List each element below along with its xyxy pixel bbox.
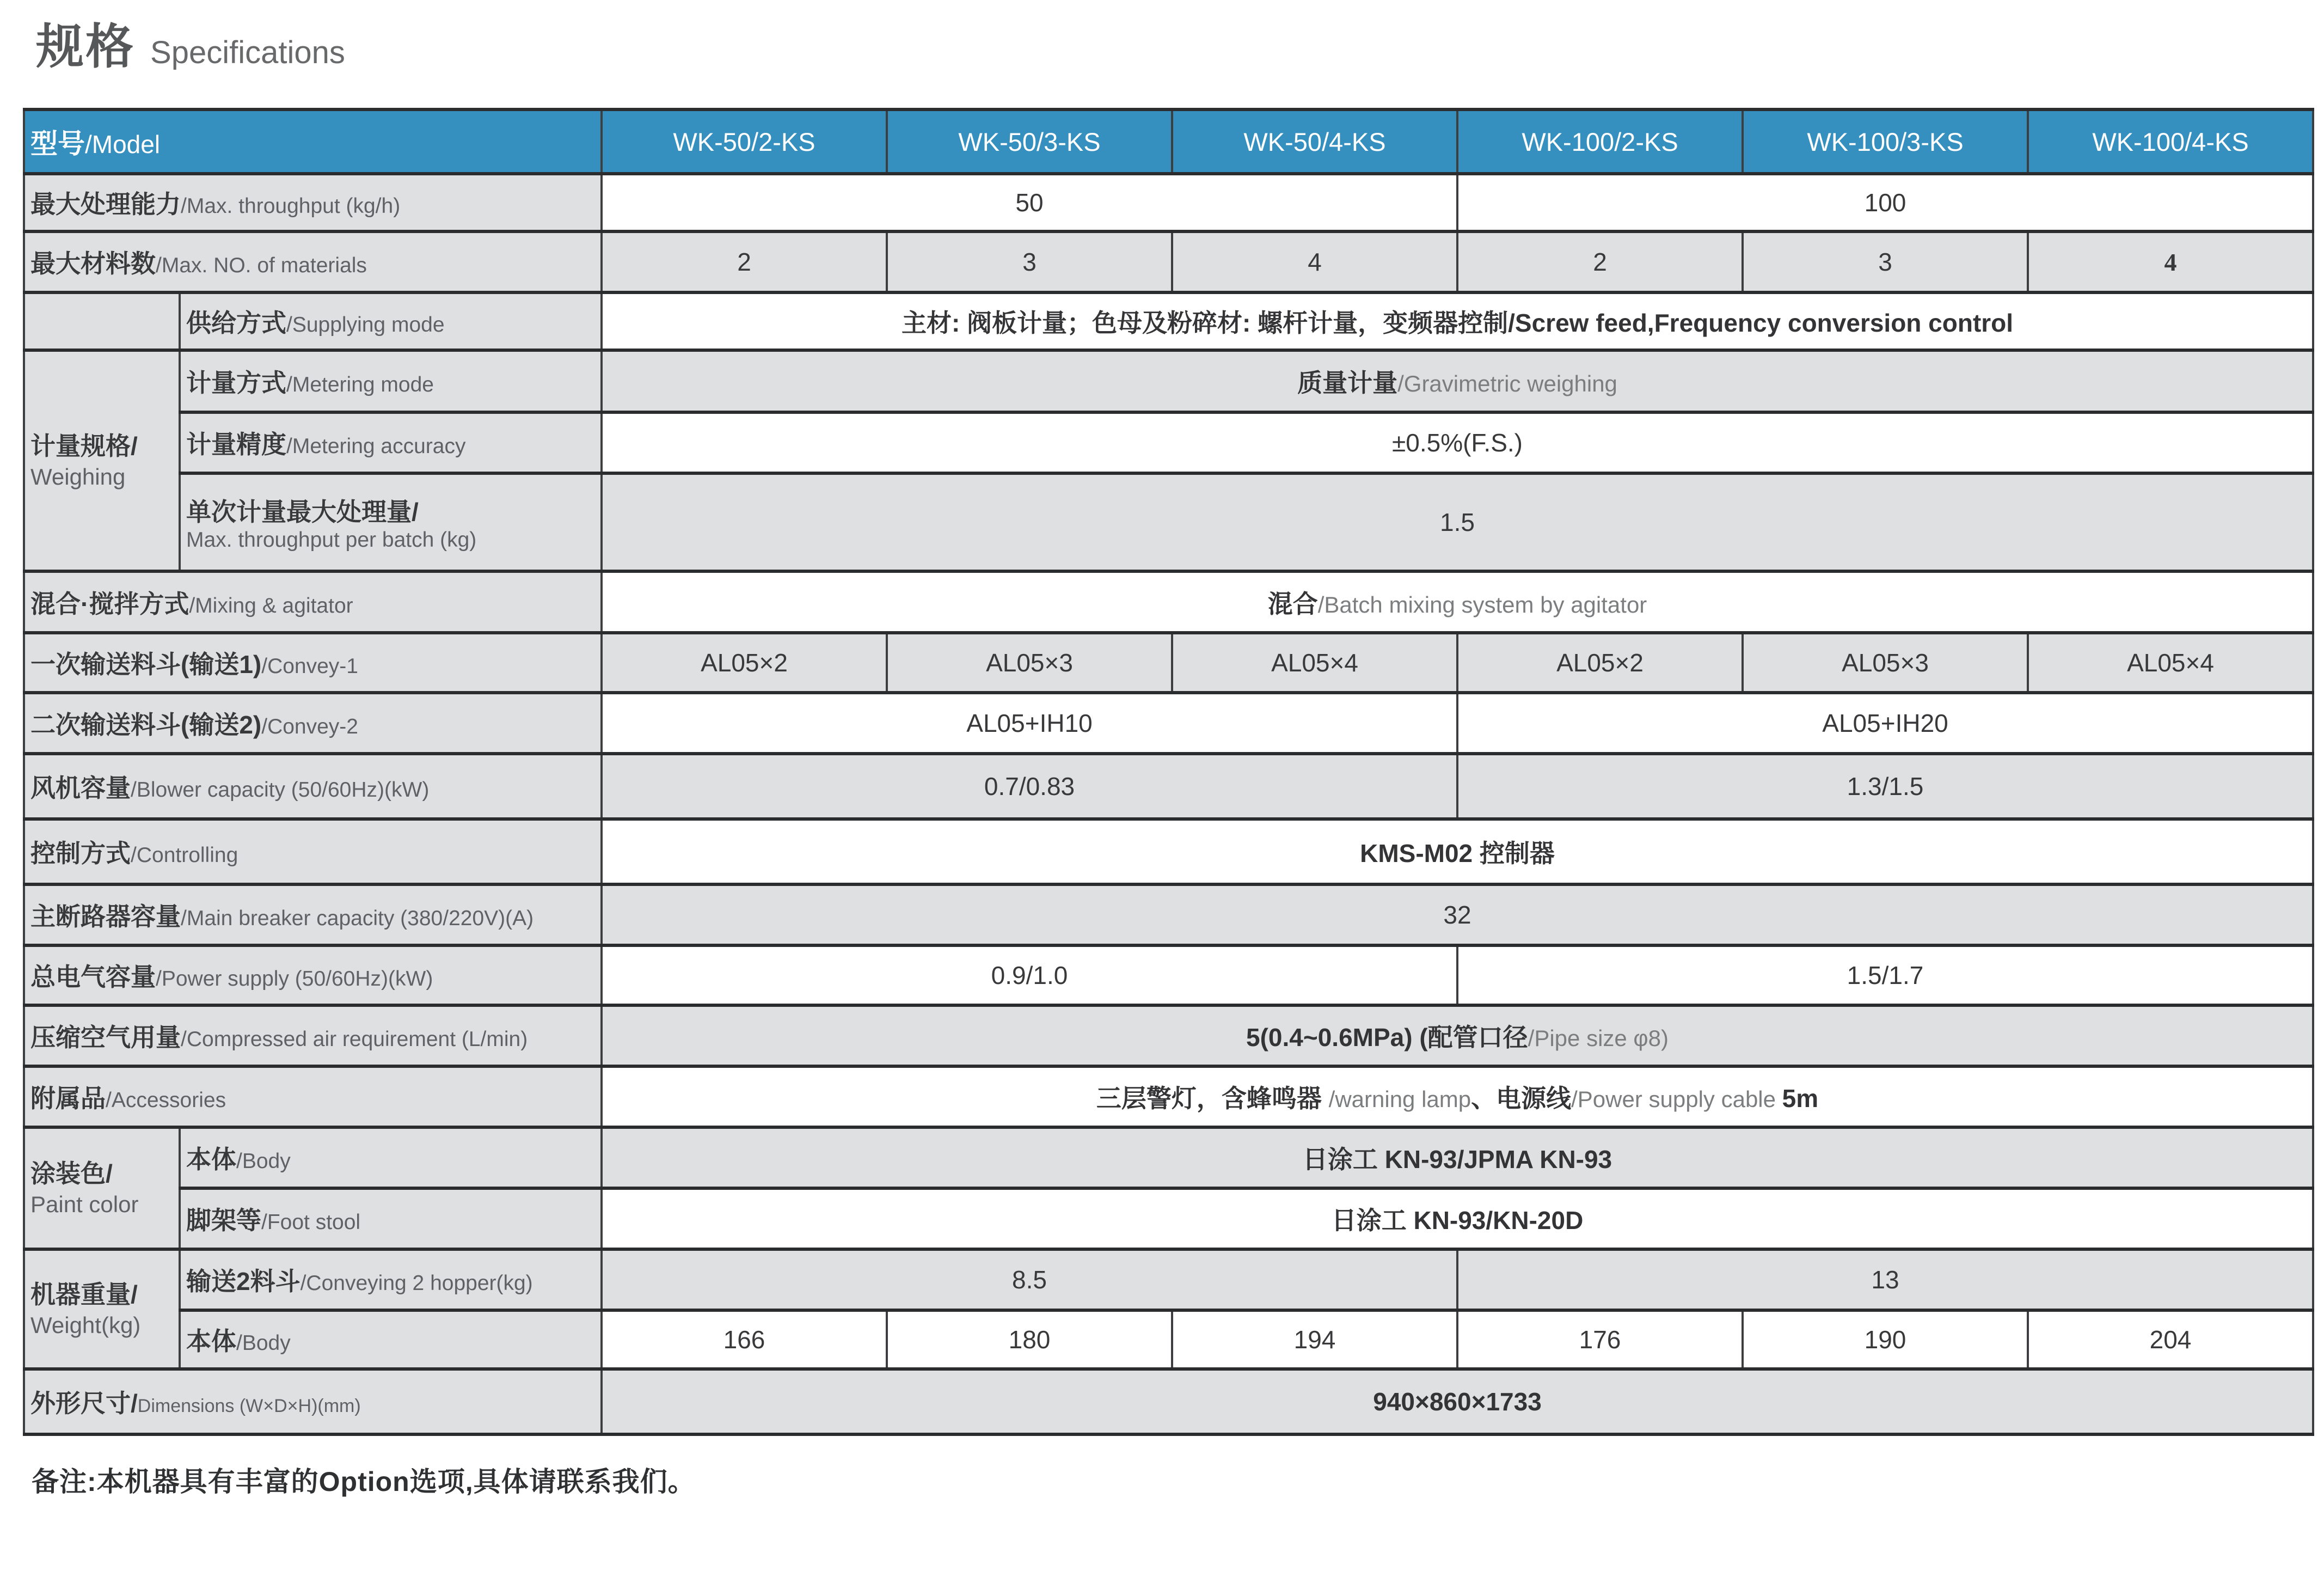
body-weight-5: 190: [1864, 1325, 1906, 1354]
air-zh: 5(0.4~0.6MPa) (配管口径: [1246, 1023, 1528, 1052]
materials-1: 2: [737, 248, 751, 276]
header-model-1: WK-50/2-KS: [602, 109, 887, 174]
blower-value-100: [1457, 754, 2313, 819]
row-supplying-label: [180, 292, 602, 350]
weight-group-label: [24, 1249, 180, 1369]
row-hopper-weight-label-en: /Conveying 2 hopper(kg): [300, 1272, 533, 1295]
row-foot-stool-label-en: /Foot stool: [261, 1211, 361, 1234]
materials-value-6: [2028, 231, 2313, 292]
convey2-value-100: [1457, 693, 2313, 754]
convey1-value-1: [602, 633, 887, 693]
convey1-4: AL05×2: [1556, 649, 1644, 677]
materials-3: 4: [1308, 248, 1322, 276]
hopper-weight-value-50: [602, 1249, 1457, 1310]
row-power-label-zh: 总电气容量: [30, 963, 156, 991]
row-convey1-label: [24, 633, 602, 693]
body-weight-2: 180: [1008, 1325, 1051, 1354]
row-air-label-zh: 压缩空气用量: [30, 1023, 181, 1052]
row-batch-label-en: Max. throughput per batch (kg): [186, 528, 477, 552]
header-model-4: WK-100/2-KS: [1457, 109, 1743, 174]
row-breaker-label: [24, 884, 602, 945]
page-title: [36, 9, 2324, 77]
row-accessories-label-en: /Accessories: [106, 1089, 226, 1112]
controlling-text: KMS-M02 控制器: [1360, 839, 1555, 867]
breaker-text: 32: [1443, 901, 1471, 929]
row-breaker-label-en: /Main breaker capacity (380/220V)(A): [181, 907, 534, 930]
materials-value-4: [1457, 231, 1743, 292]
air-en: /Pipe size φ8): [1528, 1025, 1669, 1051]
row-power-label: [24, 945, 602, 1005]
row-controlling-label-zh: 控制方式: [30, 839, 131, 867]
row-dimensions: [24, 1369, 2313, 1434]
row-materials-label-en: /Max. NO. of materials: [156, 254, 367, 277]
page-title-en: Specifications: [150, 35, 345, 70]
row-hopper-weight-label-zh: 输送2料斗: [186, 1267, 301, 1295]
dimensions-text: 940×860×1733: [1373, 1387, 1542, 1416]
row-body-weight-label-zh: 本体: [186, 1327, 236, 1355]
convey1-2: AL05×3: [986, 649, 1073, 677]
row-hopper-weight: [24, 1249, 2313, 1310]
throughput-50: 50: [1015, 188, 1044, 217]
row-throughput-label-zh: 最大处理能力: [30, 190, 181, 218]
foot-stool-value: [602, 1188, 2313, 1249]
row-accuracy-label-zh: 计量精度: [186, 430, 286, 459]
footer-note: 备注:本机器具有丰富的Option选项,具体请联系我们。: [32, 1466, 696, 1497]
row-convey1-label-zh: 一次输送料斗(输送1): [30, 650, 262, 678]
accessories-seg3: 、电源线: [1471, 1084, 1572, 1112]
convey1-1: AL05×2: [701, 649, 788, 677]
row-materials-label-zh: 最大材料数: [30, 249, 156, 278]
body-weight-value-6: [2028, 1310, 2313, 1369]
row-convey1-label-en: /Convey-1: [261, 655, 358, 678]
batch-value: [602, 473, 2313, 571]
row-blower-label-en: /Blower capacity (50/60Hz)(kW): [131, 778, 430, 802]
accessories-seg5: 5m: [1782, 1084, 1819, 1112]
breaker-value: [602, 884, 2313, 945]
weighing-group-spacer: [24, 292, 180, 350]
blower-value-50: [602, 754, 1457, 819]
row-foot-stool-label: [180, 1188, 602, 1249]
accessories-seg1: 三层警灯，含蜂鸣器: [1096, 1084, 1329, 1112]
convey1-value-6: [2028, 633, 2313, 693]
metering-zh: 质量计量: [1297, 369, 1398, 397]
mixing-zh: 混合: [1267, 589, 1318, 618]
blower-100: 1.3/1.5: [1847, 772, 1924, 800]
materials-2: 3: [1022, 248, 1037, 276]
row-convey2: [24, 693, 2313, 754]
header-model-2: WK-50/3-KS: [887, 109, 1172, 174]
paint-body-value: [602, 1127, 2313, 1188]
row-hopper-weight-label: [180, 1249, 602, 1310]
row-breaker: [24, 884, 2313, 945]
body-weight-value-2: [887, 1310, 1172, 1369]
row-paint-body-label: [180, 1127, 602, 1188]
convey1-3: AL05×4: [1271, 649, 1358, 677]
row-materials-label: [24, 231, 602, 292]
materials-value-3: [1172, 231, 1457, 292]
row-supplying-label-en: /Supplying mode: [286, 313, 445, 337]
row-supplying: [24, 292, 2313, 350]
row-throughput: [24, 174, 2313, 231]
row-mixing-label-en: /Mixing & agitator: [189, 594, 353, 618]
body-weight-1: 166: [723, 1325, 765, 1354]
materials-4: 2: [1593, 248, 1607, 276]
accessories-seg2: /warning lamp: [1328, 1086, 1471, 1112]
power-value-100: [1457, 945, 2313, 1005]
row-accuracy: [24, 412, 2313, 473]
row-foot-stool: [24, 1188, 2313, 1249]
controlling-value: [602, 819, 2313, 884]
row-controlling-label-en: /Controlling: [131, 843, 238, 867]
row-dimensions-label: [24, 1369, 602, 1434]
foot-stool-text: 日涂工 KN-93/KN-20D: [1331, 1206, 1584, 1234]
row-paint-body-label-en: /Body: [236, 1150, 291, 1173]
specifications-table: [23, 108, 2314, 1436]
blower-50: 0.7/0.83: [984, 772, 1075, 800]
hopper-weight-value-100: [1457, 1249, 2313, 1310]
header-model-label-en: /Model: [85, 130, 161, 158]
throughput-100: 100: [1864, 188, 1906, 217]
row-power: [24, 945, 2313, 1005]
accessories-seg4: /Power supply cable: [1571, 1086, 1782, 1112]
row-mixing: [24, 571, 2313, 633]
weight-group-zh: 机器重量/: [30, 1280, 138, 1309]
row-batch-label: [180, 473, 602, 571]
row-convey1: [24, 633, 2313, 693]
row-blower-label: [24, 754, 602, 819]
accessories-value: [602, 1066, 2313, 1127]
row-paint-body-label-zh: 本体: [186, 1145, 236, 1173]
hopper-100: 13: [1871, 1266, 1899, 1294]
row-controlling: [24, 819, 2313, 884]
row-air-label-en: /Compressed air requirement (L/min): [181, 1028, 528, 1051]
convey1-5: AL05×3: [1842, 649, 1929, 677]
row-supplying-label-zh: 供给方式: [186, 309, 286, 337]
materials-value-2: [887, 231, 1172, 292]
hopper-50: 8.5: [1012, 1266, 1047, 1294]
row-power-label-en: /Power supply (50/60Hz)(kW): [156, 967, 433, 991]
weighing-group-en: Weighing: [30, 463, 126, 490]
row-batch: [24, 473, 2313, 571]
materials-value-5: [1743, 231, 2028, 292]
row-foot-stool-label-zh: 脚架等: [186, 1206, 261, 1234]
throughput-value-50: [602, 174, 1457, 231]
row-convey2-label-zh: 二次输送料斗(输送2): [30, 711, 262, 739]
row-accessories-label-zh: 附属品: [30, 1084, 106, 1112]
supplying-text: 主材: 阀板计量；色母及粉碎材: 螺杆计量，变频器控制/Screw feed,Frequency conversion control: [901, 309, 2014, 337]
mixing-value: [602, 571, 2313, 633]
row-blower-label-zh: 风机容量: [30, 774, 131, 802]
row-throughput-label: [24, 174, 602, 231]
accuracy-value: [602, 412, 2313, 473]
paint-group-label: [24, 1127, 180, 1249]
supplying-value: [602, 292, 2313, 350]
row-accessories-label: [24, 1066, 602, 1127]
body-weight-value-1: [602, 1310, 887, 1369]
body-weight-3: 194: [1293, 1325, 1336, 1354]
throughput-value-100: [1457, 174, 2313, 231]
weighing-group-label: [24, 350, 180, 571]
row-dimensions-label-en: Dimensions (W×D×H)(mm): [137, 1396, 361, 1416]
metering-value: [602, 350, 2313, 412]
dimensions-value: [602, 1369, 2313, 1434]
row-mixing-label-zh: 混合·搅拌方式: [30, 589, 189, 618]
row-controlling-label: [24, 819, 602, 884]
batch-text: 1.5: [1440, 508, 1475, 536]
row-body-weight: [24, 1310, 2313, 1369]
row-throughput-label-en: /Max. throughput (kg/h): [181, 194, 401, 218]
header-model-3: WK-50/4-KS: [1172, 109, 1457, 174]
row-paint-body: [24, 1127, 2313, 1188]
header-model-label: [24, 109, 602, 174]
materials-5: 3: [1878, 248, 1892, 276]
header-row: [24, 109, 2313, 174]
power-100: 1.5/1.7: [1847, 961, 1924, 989]
weighing-group-zh: 计量规格/: [30, 431, 138, 460]
convey2-100: AL05+IH20: [1822, 709, 1948, 737]
row-air: [24, 1005, 2313, 1066]
convey1-value-5: [1743, 633, 2028, 693]
materials-6: 4: [2164, 248, 2177, 276]
row-metering-label-en: /Metering mode: [286, 373, 434, 396]
mixing-en: /Batch mixing system by agitator: [1317, 591, 1647, 618]
paint-group-zh: 涂装色/: [30, 1159, 113, 1188]
row-metering-label-zh: 计量方式: [186, 369, 286, 397]
body-weight-value-4: [1457, 1310, 1743, 1369]
body-weight-value-5: [1743, 1310, 2028, 1369]
row-body-weight-label-en: /Body: [236, 1331, 291, 1355]
row-dimensions-label-zh: 外形尺寸/: [30, 1389, 138, 1417]
body-weight-value-3: [1172, 1310, 1457, 1369]
paint-group-en: Paint color: [30, 1191, 139, 1217]
header-model-6: WK-100/4-KS: [2028, 109, 2313, 174]
row-convey2-label: [24, 693, 602, 754]
power-50: 0.9/1.0: [991, 961, 1068, 989]
body-weight-6: 204: [2149, 1325, 2192, 1354]
header-model-5: WK-100/3-KS: [1743, 109, 2028, 174]
accuracy-text: ±0.5%(F.S.): [1392, 429, 1523, 457]
metering-en: /Gravimetric weighing: [1397, 371, 1617, 396]
row-materials: [24, 231, 2313, 292]
row-metering: [24, 350, 2313, 412]
row-accuracy-label: [180, 412, 602, 473]
row-blower: [24, 754, 2313, 819]
convey2-value-50: [602, 693, 1457, 754]
paint-body-text: 日涂工 KN-93/JPMA KN-93: [1302, 1145, 1612, 1173]
row-mixing-label: [24, 571, 602, 633]
row-body-weight-label: [180, 1310, 602, 1369]
weight-group-en: Weight(kg): [30, 1312, 141, 1338]
header-model-label-zh: 型号: [30, 129, 85, 159]
convey1-value-4: [1457, 633, 1743, 693]
convey1-value-3: [1172, 633, 1457, 693]
row-convey2-label-en: /Convey-2: [261, 715, 358, 738]
page-title-zh: 规格: [36, 20, 136, 74]
power-value-50: [602, 945, 1457, 1005]
row-air-label: [24, 1005, 602, 1066]
air-value: [602, 1005, 2313, 1066]
convey2-50: AL05+IH10: [966, 709, 1093, 737]
row-metering-label: [180, 350, 602, 412]
row-batch-label-zh: 单次计量最大处理量/: [186, 498, 419, 526]
row-accessories: [24, 1066, 2313, 1127]
row-breaker-label-zh: 主断路器容量: [30, 902, 181, 931]
convey1-6: AL05×4: [2127, 649, 2214, 677]
convey1-value-2: [887, 633, 1172, 693]
materials-value-1: [602, 231, 887, 292]
row-accuracy-label-en: /Metering accuracy: [286, 435, 466, 458]
body-weight-4: 176: [1579, 1325, 1621, 1354]
